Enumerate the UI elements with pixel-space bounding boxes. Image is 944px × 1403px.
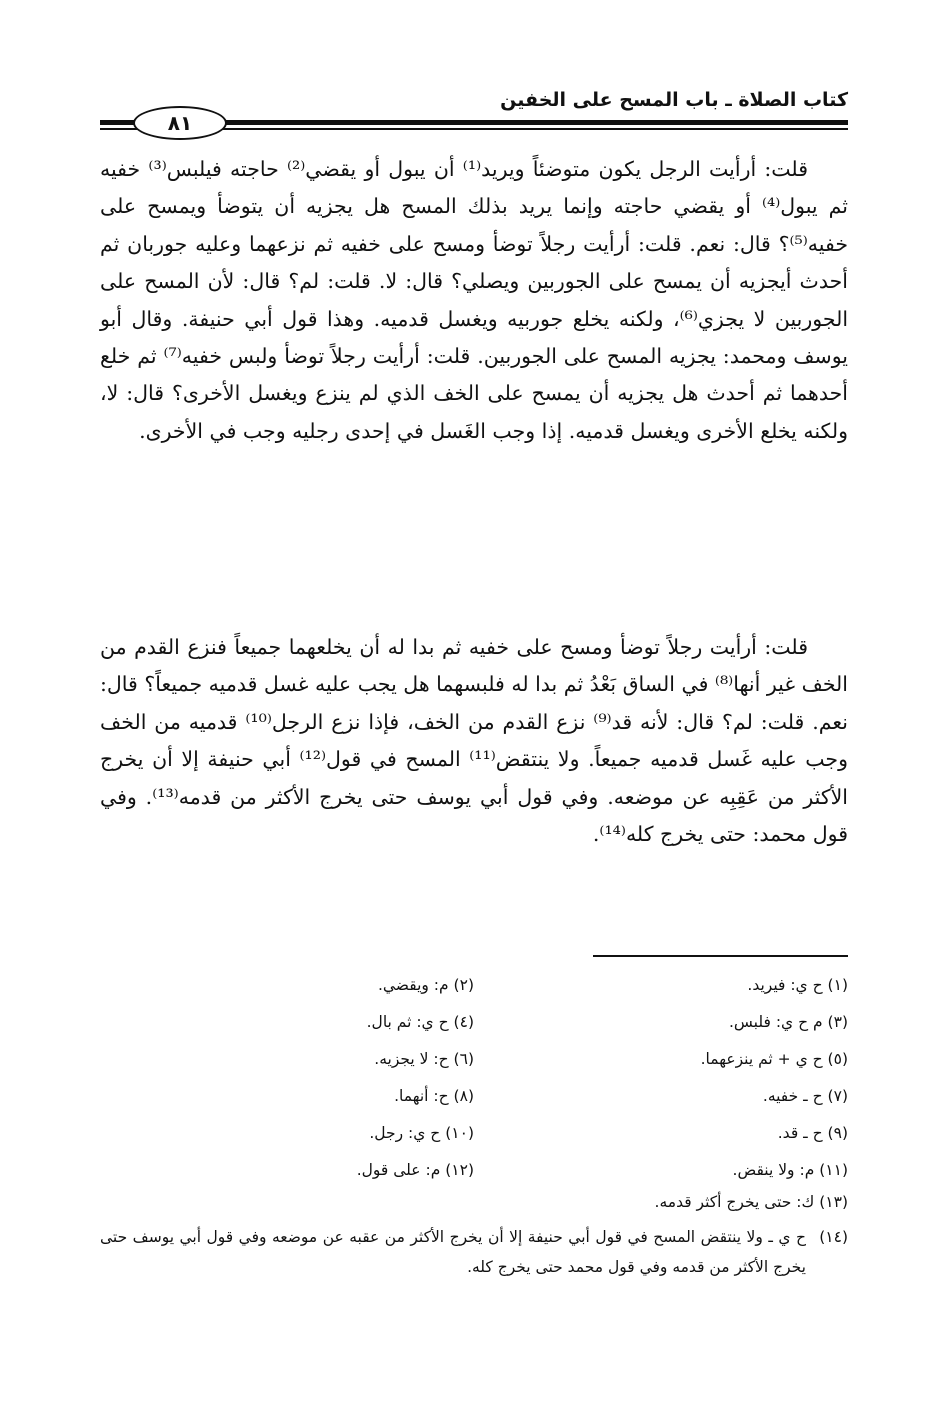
footnote: (١٠) ح ي: رجل. (369, 1123, 474, 1142)
footnote: (٥) ح ي + ثم ينزعهما. (700, 1049, 848, 1068)
footnote: (٤) ح ي: ثم بال. (366, 1012, 474, 1031)
footnote: (٧) ح ـ خفيه. (762, 1086, 848, 1105)
footnote-row (100, 966, 848, 1003)
footnote-14 (100, 1222, 848, 1282)
footnote: (١١) م: ولا ينقض. (732, 1160, 848, 1179)
footnote-row (100, 1003, 848, 1040)
footnote: (٨) ح: أنهما. (394, 1086, 474, 1105)
footnote: (٣) م ح ي: فلبس. (728, 1012, 848, 1031)
footnote-13: (١٣) ك: حتى يخرج أكثر قدمه. (654, 1193, 848, 1211)
body-paragraph-1 (100, 151, 848, 450)
page-number: ٨١ (133, 106, 227, 140)
paragraph-text: قلت: أرأيت رجلاً توضأ ومسح على خفيه ثم بدا له أن يخلعهما جميعاً فنزع القدم من الخف غير أنها⁽⁸⁾ في الساق بَعْدُ ثم بدا له فلبسهما هل يجب عليه غسل قدميه جميعاً؟ قال: نعم. قلت: لم؟ قال: لأنه قد⁽⁹⁾ نزع القدم من الخف، فإذا نزع الرجل⁽¹⁰⁾ قدميه من الخف وجب عليه غَسل قدميه جميعاً. ولا ينتقض⁽¹¹⁾ المسح في قول⁽¹²⁾ أبي حنيفة إلا أن يخرج الأكثر من عَقِبِه عن موضعه. وفي قول أبي يوسف حتى يخرج الأكثر من قدمه⁽¹³⁾. وفي قول محمد: حتى يخرج كله⁽¹⁴⁾. (100, 635, 848, 847)
footnote-separator (593, 955, 848, 957)
paragraph-text: قلت: أرأيت الرجل يكون متوضئاً ويريد⁽¹⁾ أن يبول أو يقضي⁽²⁾ حاجته فيلبس⁽³⁾ خفيه ثم يبول⁽⁴⁾ أو يقضي حاجته وإنما يريد بذلك المسح هل يجزيه أن يتوضأ ويمسح على خفيه⁽⁵⁾؟ قال: نعم. قلت: أرأيت رجلاً توضأ ومسح على خفيه ثم نزعهما وعليه جوربان ثم أحدث أيجزيه أن يمسح على الجوربين ويصلي؟ قال: لا. قلت: لم؟ قال: لأن المسح على الجوربين لا يجزي⁽⁶⁾، ولكنه يخلع جوربيه ويغسل قدميه. وهذا قول أبي حنيفة. وقال أبو يوسف ومحمد: يجزيه المسح على الجوربين. قلت: أرأيت رجلاً توضأ ولبس خفيه⁽⁷⁾ ثم خلع أحدهما ثم أحدث هل يجزيه أن يمسح على الخف الذي لم ينزع ويغسل الأخرى؟ قال: لا، ولكنه يخلع الأخرى ويغسل قدميه. إذا وجب الغَسل في إحدى رجليه وجب في الأخرى. (100, 157, 849, 443)
footnote: (٢) م: ويقضي. (377, 975, 474, 994)
footnote-row (100, 1114, 848, 1151)
footnote-row (100, 1151, 848, 1188)
footnotes-grid (100, 966, 848, 1188)
running-header: كتاب الصلاة ـ باب المسح على الخفين (500, 89, 848, 111)
body-paragraph-2 (100, 629, 848, 853)
footnote: (١٢) م: على قول. (356, 1160, 474, 1179)
footnote-row (100, 1040, 848, 1077)
footnote: (٦) ح: لا يجزيه. (374, 1049, 474, 1068)
footnote-row (100, 1077, 848, 1114)
footnote: (٩) ح ـ قد. (777, 1123, 848, 1142)
footnote: (١) ح ي: فيريد. (747, 975, 848, 994)
footnote-text: ح ي ـ ولا ينتقض المسح في قول أبي حنيفة إلا أن يخرج الأكثر من عقبه عن موضعه وفي قول أبي يوسف حتى يخرج الأكثر من قدمه وفي قول محمد حتى يخرج كله. (100, 1228, 806, 1276)
footnote-number: (١٤) (819, 1228, 848, 1246)
